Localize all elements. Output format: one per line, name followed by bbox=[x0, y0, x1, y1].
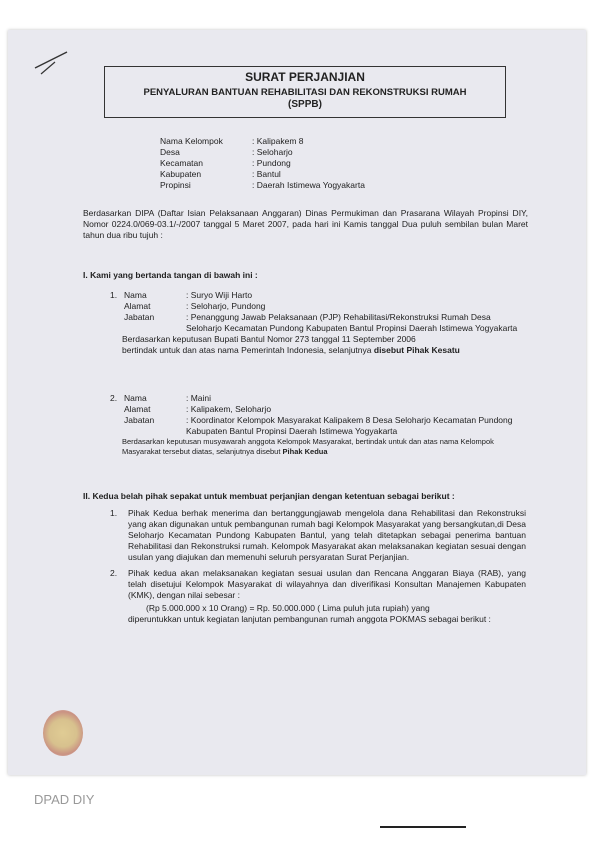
party-number: 2. bbox=[110, 393, 118, 403]
term-number: 2. bbox=[110, 568, 118, 578]
party-1 bbox=[110, 290, 530, 356]
document-code: (SPPB) bbox=[288, 99, 322, 110]
term-text: Pihak Kedua berhak menerima dan bertanggungjawab mengelola dana Rehabilitasi dan Rekonstruksi yang akan digunakan untuk pembangunan rumah bagi Kelompok Masyarakat yang bersangkutan,di Desa Seloharjo Kecamatan Pundong Kabupaten Bantul, yang telah ditetapkan sebagai penerima bantuan Rehabilitasi dan Rekonstruksi rumah. Kelompok Masyarakat akan melaksanakan kegiatan sesuai dengan usulan yang diajukan dan memenuhi seluruh persyaratan Surat Perjanjian. bbox=[128, 508, 526, 562]
info-row bbox=[160, 158, 369, 169]
party-label: Nama bbox=[124, 290, 147, 300]
party-value: : Maini bbox=[186, 393, 212, 403]
watermark: DPAD DIY bbox=[34, 792, 95, 807]
party-number: 1. bbox=[110, 290, 118, 300]
info-label: Desa bbox=[160, 147, 180, 157]
party-2-designation: Pihak Kedua bbox=[282, 447, 328, 456]
group-info bbox=[160, 136, 369, 191]
term-text: Pihak kedua akan melaksanakan kegiatan sesuai usulan dan Rencana Anggaran Biaya (RAB), yang telah disetujui Kelompok Masyarakat di wilayahnya dan diverifikasi Konsultan Manajemen Kabupaten (KMK), dengan nilai sebesar : bbox=[128, 568, 526, 600]
seal-emblem bbox=[43, 710, 83, 756]
info-label: Kabupaten bbox=[160, 169, 202, 179]
party-label: Alamat bbox=[124, 301, 151, 311]
party-label: Jabatan bbox=[124, 415, 155, 425]
party-1-basis: Berdasarkan keputusan Bupati Bantul Nomor 273 tanggal 11 September 2006 bbox=[122, 334, 416, 344]
list-item bbox=[110, 508, 530, 568]
info-label: Kecamatan bbox=[160, 158, 203, 168]
party-label: Alamat bbox=[124, 404, 151, 414]
party-label: Jabatan bbox=[124, 312, 155, 322]
info-row bbox=[160, 136, 369, 147]
party-2-basis-text: Berdasarkan keputusan musyawarah anggota Kelompok Masyarakat, bertindak untuk dan atas nama Kelompok Masyarakat tersebut diatas, selanjutnya disebut bbox=[122, 437, 494, 456]
pencil-mark bbox=[33, 46, 73, 76]
terms-list bbox=[110, 508, 530, 625]
section-2-heading: II. Kedua belah pihak sepakat untuk membuat perjanjian dengan ketentuan sebagai berikut : bbox=[83, 491, 455, 501]
info-row bbox=[160, 169, 369, 180]
info-row bbox=[160, 180, 369, 191]
amount-tail: diperuntukkan untuk kegiatan lanjutan pembangunan rumah anggota POKMAS sebagai berikut : bbox=[128, 614, 491, 624]
party-value: : Seloharjo, Pundong bbox=[186, 301, 266, 311]
party-1-designation: disebut Pihak Kesatu bbox=[373, 345, 460, 355]
party-1-acting-text: bertindak untuk dan atas nama Pemerintah Indonesia, selanjutnya bbox=[122, 345, 372, 355]
term-number: 1. bbox=[110, 508, 118, 518]
title-box bbox=[104, 66, 506, 118]
intro-paragraph: Berdasarkan DIPA (Daftar Isian Pelaksanaan Anggaran) Dinas Permukiman dan Prasarana Wilayah Propinsi DIY, Nomor 0224.0/069-03.1/-/2007 tanggal 5 Maret 2007, pada hari ini Kamis tanggal Dua puluh sembilan bulan Maret tahun dua ribu tujuh : bbox=[83, 208, 528, 240]
info-value: : Bantul bbox=[252, 169, 281, 179]
info-value: : Daerah Istimewa Yogyakarta bbox=[252, 180, 365, 190]
stamp-line bbox=[380, 826, 466, 828]
section-1-heading: I. Kami yang bertanda tangan di bawah ini : bbox=[83, 270, 258, 280]
party-1-acting bbox=[122, 345, 530, 356]
party-value: : Koordinator Kelompok Masyarakat Kalipakem 8 Desa Seloharjo Kecamatan Pundong Kabupaten Bantul Propinsi Daerah Istimewa Yogyakarta bbox=[186, 415, 513, 436]
party-label: Nama bbox=[124, 393, 147, 403]
info-label: Nama Kelompok bbox=[160, 136, 223, 146]
document-subtitle: PENYALURAN BANTUAN REHABILITASI DAN REKONSTRUKSI RUMAH bbox=[143, 87, 467, 98]
party-value: : Kalipakem, Seloharjo bbox=[186, 404, 272, 414]
amount-line: (Rp 5.000.000 x 10 Orang) = Rp. 50.000.000 ( Lima puluh juta rupiah) yang bbox=[146, 603, 430, 613]
info-value: : Pundong bbox=[252, 158, 291, 168]
party-2-basis bbox=[122, 437, 530, 457]
party-2 bbox=[110, 393, 530, 457]
info-row bbox=[160, 147, 369, 158]
list-item bbox=[110, 568, 530, 601]
document-title: SURAT PERJANJIAN bbox=[245, 70, 365, 84]
party-value: : Penanggung Jawab Pelaksanaan (PJP) Rehabilitasi/Rekonstruksi Rumah Desa Seloharjo Kecamatan Pundong Kabupaten Bantul Propinsi Daerah Istimewa Yogyakarta bbox=[186, 312, 518, 333]
info-label: Propinsi bbox=[160, 180, 191, 190]
info-value: : Seloharjo bbox=[252, 147, 293, 157]
document-page bbox=[8, 30, 586, 775]
party-value: : Suryo Wiji Harto bbox=[186, 290, 253, 300]
info-value: : Kalipakem 8 bbox=[252, 136, 304, 146]
